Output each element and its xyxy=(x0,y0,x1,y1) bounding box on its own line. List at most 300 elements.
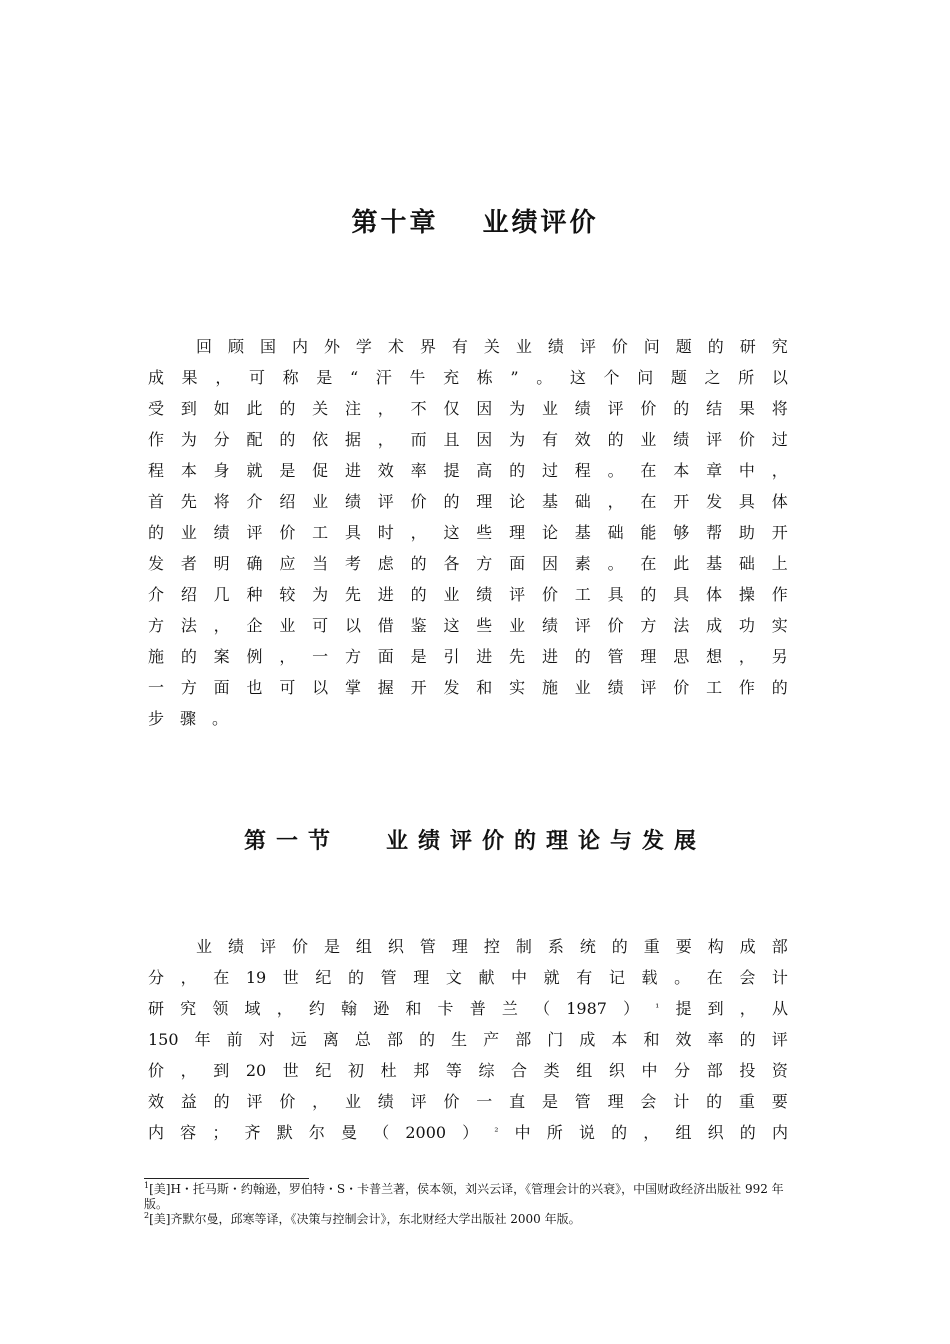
text-token: 是 xyxy=(323,937,340,956)
text-token: 作 xyxy=(738,678,755,697)
text-token: 中 xyxy=(641,1061,658,1080)
text-token: 会 xyxy=(640,1092,657,1111)
text-token: 关 xyxy=(483,337,500,356)
text-token: 计 xyxy=(673,1092,690,1111)
text-token: 所 xyxy=(738,368,755,387)
text-token: 制 xyxy=(515,937,532,956)
text-token: 世 xyxy=(282,1061,299,1080)
text-token: 程 xyxy=(574,461,591,480)
text-token: 绩 xyxy=(377,1092,394,1111)
text-token: 的 xyxy=(180,647,197,666)
text-token: 载 xyxy=(641,968,658,987)
text-token: 重 xyxy=(643,937,660,956)
text-token: 业 xyxy=(574,678,591,697)
text-token: 施 xyxy=(148,647,165,666)
text-token: 到 xyxy=(213,1061,230,1080)
text-token: 础 xyxy=(738,554,755,573)
text-token: 成 xyxy=(148,368,165,387)
text-token: 有 xyxy=(541,430,558,449)
text-token: 充 xyxy=(443,368,460,387)
text-token: 这 xyxy=(443,523,460,542)
text-token: 绍 xyxy=(279,492,296,511)
text-token: ， xyxy=(771,461,788,480)
text-token: 学 xyxy=(355,337,372,356)
text-token: 且 xyxy=(443,430,460,449)
text-token: 方 xyxy=(344,647,361,666)
text-token: 150 xyxy=(148,1030,179,1049)
text-token: 管 xyxy=(574,1092,591,1111)
text-token: 论 xyxy=(509,492,526,511)
footnote-marker: 2 xyxy=(144,1211,150,1220)
text-token: 绍 xyxy=(180,585,197,604)
text-token: 业 xyxy=(515,337,532,356)
text-token: 业 xyxy=(196,937,213,956)
text-token: 内 xyxy=(291,337,308,356)
text-token: 首 xyxy=(148,492,165,511)
text-token: 成 xyxy=(739,937,756,956)
text-token: 总 xyxy=(354,1030,371,1049)
text-token: 纪 xyxy=(315,968,332,987)
text-token: 织 xyxy=(707,1123,724,1142)
text-token: 价 xyxy=(443,1092,460,1111)
text-token: 类 xyxy=(543,1061,560,1080)
text-line xyxy=(148,424,788,455)
text-token: 面 xyxy=(377,647,394,666)
text-token: 也 xyxy=(246,678,263,697)
text-token: 价 xyxy=(279,523,296,542)
text-token: 为 xyxy=(509,430,526,449)
text-token: 提 xyxy=(675,999,692,1018)
text-token: 在 xyxy=(640,461,657,480)
text-line xyxy=(148,517,788,548)
text-token: 绩 xyxy=(227,937,244,956)
text-token: 。 xyxy=(607,554,624,573)
text-token: 献 xyxy=(478,968,495,987)
text-token: 就 xyxy=(246,461,263,480)
text-line: 研 究 领 域 ， 约 翰 逊 和 卡 普 兰 （ 1987 ） ¹ 提 到 ， 从 xyxy=(148,993,788,1024)
text-token: 对 xyxy=(258,1030,275,1049)
text-token: 提 xyxy=(443,461,460,480)
text-token: 杜 xyxy=(380,1061,397,1080)
text-token: 的 xyxy=(574,647,591,666)
text-token: ， xyxy=(180,968,197,987)
text-token: 理 xyxy=(476,492,493,511)
text-token: 中 xyxy=(511,968,528,987)
text-token: 构 xyxy=(707,937,724,956)
text-token: 例 xyxy=(246,647,263,666)
text-token: 体 xyxy=(771,492,788,511)
text-token: 益 xyxy=(180,1092,197,1111)
text-token: ） xyxy=(462,1123,479,1142)
text-token: 中 xyxy=(738,461,755,480)
text-token: 本 xyxy=(180,461,197,480)
text-token: 究 xyxy=(180,999,197,1018)
text-token: 法 xyxy=(180,616,197,635)
text-token: 关 xyxy=(312,399,329,418)
text-token: 几 xyxy=(213,585,230,604)
text-token: 齐 xyxy=(244,1123,261,1142)
text-token: 价 xyxy=(148,1061,165,1080)
text-token: 帮 xyxy=(706,523,723,542)
text-token: （ xyxy=(534,999,551,1018)
text-line xyxy=(148,1086,788,1117)
text-token: 成 xyxy=(706,616,723,635)
text-token: 因 xyxy=(541,554,558,573)
text-token: 为 xyxy=(509,399,526,418)
text-token: 工 xyxy=(574,585,591,604)
text-token: 有 xyxy=(451,337,468,356)
text-token: 域 xyxy=(244,999,261,1018)
text-token: 绩 xyxy=(541,616,558,635)
text-token: 的 xyxy=(673,399,690,418)
text-token: 卡 xyxy=(437,999,454,1018)
text-token: 直 xyxy=(509,1092,526,1111)
text-token: 业 xyxy=(180,523,197,542)
text-token: 重 xyxy=(738,1092,755,1111)
text-token: 能 xyxy=(640,523,657,542)
text-token: 门 xyxy=(547,1030,564,1049)
text-token: 理 xyxy=(640,647,657,666)
text-token: 研 xyxy=(739,337,756,356)
text-token: 文 xyxy=(445,968,462,987)
text-token: 评 xyxy=(509,585,526,604)
text-token: 评 xyxy=(579,337,596,356)
text-token: （ xyxy=(373,1123,390,1142)
text-token: 的 xyxy=(739,1030,756,1049)
text-token: 绩 xyxy=(213,523,230,542)
text-token: 步 xyxy=(148,709,165,728)
text-token: 纪 xyxy=(315,1061,332,1080)
text-token: 价 xyxy=(607,616,624,635)
text-token: 生 xyxy=(451,1030,468,1049)
text-token: 前 xyxy=(226,1030,243,1049)
text-token: 基 xyxy=(706,554,723,573)
text-token: 论 xyxy=(541,523,558,542)
text-token: 高 xyxy=(476,461,493,480)
text-token: 的 xyxy=(348,968,365,987)
text-token: 1987 xyxy=(566,999,607,1018)
text-token: 理 xyxy=(413,968,430,987)
text-line xyxy=(148,641,788,672)
text-token: 将 xyxy=(213,492,230,511)
text-line xyxy=(148,962,788,993)
text-token: 问 xyxy=(643,337,660,356)
text-token: ） xyxy=(623,999,640,1018)
text-token: 兰 xyxy=(501,999,518,1018)
text-token: 业 xyxy=(344,1092,361,1111)
text-token: 时 xyxy=(377,523,394,542)
text-token: 的 xyxy=(771,678,788,697)
text-token: 另 xyxy=(771,647,788,666)
text-token: 够 xyxy=(673,523,690,542)
text-token: 要 xyxy=(675,937,692,956)
text-token: 注 xyxy=(344,399,361,418)
text-token: 约 xyxy=(308,999,325,1018)
text-token: 合 xyxy=(511,1061,528,1080)
text-token: 配 xyxy=(246,430,263,449)
text-token: 分 xyxy=(148,968,165,987)
text-token: 方 xyxy=(148,616,165,635)
text-token: 不 xyxy=(410,399,427,418)
text-token: 而 xyxy=(410,430,427,449)
text-token: 因 xyxy=(476,430,493,449)
text-token: 的 xyxy=(148,523,165,542)
text-token: 上 xyxy=(771,554,788,573)
text-token: 可 xyxy=(279,678,296,697)
text-token: 领 xyxy=(212,999,229,1018)
text-token: 思 xyxy=(673,647,690,666)
text-token: 业 xyxy=(443,585,460,604)
text-token: 的 xyxy=(509,461,526,480)
text-token: 19 xyxy=(245,968,267,987)
text-token: 理 xyxy=(509,523,526,542)
text-token: 可 xyxy=(248,368,265,387)
text-token: 说 xyxy=(578,1123,595,1142)
text-token: 价 xyxy=(640,399,657,418)
text-token: 发 xyxy=(443,678,460,697)
text-token: 在 xyxy=(213,968,230,987)
text-token: 邦 xyxy=(413,1061,430,1080)
text-token: 者 xyxy=(180,554,197,573)
text-token: 较 xyxy=(279,585,296,604)
text-token: 一 xyxy=(312,647,329,666)
text-token: 过 xyxy=(541,461,558,480)
section-number: 第一节 xyxy=(243,829,340,854)
text-token: 翰 xyxy=(341,999,358,1018)
text-token: 年 xyxy=(194,1030,211,1049)
text-token: 价 xyxy=(291,937,308,956)
text-token: 操 xyxy=(738,585,755,604)
text-token: 鉴 xyxy=(410,616,427,635)
text-token: 个 xyxy=(603,368,620,387)
text-token: 在 xyxy=(640,492,657,511)
text-token: 国 xyxy=(259,337,276,356)
text-token: 2000 xyxy=(405,1123,447,1142)
text-token: 就 xyxy=(543,968,560,987)
text-token: 理 xyxy=(607,1092,624,1111)
text-token: 外 xyxy=(323,337,340,356)
text-line xyxy=(148,579,788,610)
text-token: 是 xyxy=(410,647,427,666)
text-token: 业 xyxy=(312,492,329,511)
text-token: 价 xyxy=(611,337,628,356)
text-token: 的 xyxy=(640,585,657,604)
text-token: 成 xyxy=(579,1030,596,1049)
text-token: 以 xyxy=(344,616,361,635)
text-token: 基 xyxy=(574,523,591,542)
text-token: 研 xyxy=(148,999,165,1018)
text-token: 因 xyxy=(476,399,493,418)
text-token: 发 xyxy=(148,554,165,573)
text-line xyxy=(148,703,788,734)
text-token: 到 xyxy=(707,999,724,1018)
text-token: 部 xyxy=(706,1061,723,1080)
text-token: 之 xyxy=(704,368,721,387)
text-token: 想 xyxy=(706,647,723,666)
text-token: 发 xyxy=(706,492,723,511)
text-token: 会 xyxy=(739,968,756,987)
text-token: 础 xyxy=(574,492,591,511)
text-token: 具 xyxy=(673,585,690,604)
text-token: 理 xyxy=(451,937,468,956)
text-token: 普 xyxy=(469,999,486,1018)
section-title xyxy=(0,824,950,855)
text-token: 有 xyxy=(576,968,593,987)
text-token: 果 xyxy=(738,399,755,418)
text-token: 此 xyxy=(673,554,690,573)
text-token: 依 xyxy=(312,430,329,449)
text-token: 组 xyxy=(576,1061,593,1080)
text-token: 。 xyxy=(674,968,691,987)
text-line xyxy=(148,331,788,362)
text-token: 具 xyxy=(607,585,624,604)
text-token: 绩 xyxy=(574,399,591,418)
text-line xyxy=(148,672,788,703)
text-token: 系 xyxy=(547,937,564,956)
text-token: 产 xyxy=(483,1030,500,1049)
text-token: 进 xyxy=(476,647,493,666)
text-token: 进 xyxy=(541,647,558,666)
text-token: 考 xyxy=(344,554,361,573)
text-token: ， xyxy=(279,647,296,666)
text-token: 从 xyxy=(771,999,788,1018)
text-token: 内 xyxy=(148,1123,165,1142)
text-token: 效 xyxy=(377,461,394,480)
text-token: 开 xyxy=(771,523,788,542)
text-token: 过 xyxy=(771,430,788,449)
text-token: ， xyxy=(643,1123,660,1142)
text-token: 以 xyxy=(771,368,788,387)
footnotes xyxy=(144,1182,804,1227)
text-token: 些 xyxy=(476,616,493,635)
text-token: ， xyxy=(180,1061,197,1080)
text-token: 助 xyxy=(738,523,755,542)
text-token: 具 xyxy=(344,523,361,542)
text-token: 工 xyxy=(312,523,329,542)
footnote-2 xyxy=(144,1212,804,1227)
text-token: 据 xyxy=(344,430,361,449)
text-token: 的 xyxy=(707,337,724,356)
text-token: 管 xyxy=(607,647,624,666)
text-token: 为 xyxy=(312,585,329,604)
text-token: 效 xyxy=(574,430,591,449)
text-token: 的 xyxy=(410,585,427,604)
text-token: 在 xyxy=(640,554,657,573)
text-token: 管 xyxy=(380,968,397,987)
text-token: 统 xyxy=(579,937,596,956)
text-token: 先 xyxy=(344,585,361,604)
text-token: 和 xyxy=(405,999,422,1018)
text-token: 栋 xyxy=(476,368,493,387)
text-token: 一 xyxy=(148,678,165,697)
text-token: “ xyxy=(349,368,359,387)
text-token: 绩 xyxy=(476,585,493,604)
text-token: 绩 xyxy=(607,678,624,697)
footnote-separator xyxy=(144,1178,309,1179)
chapter-title xyxy=(0,202,950,239)
text-token: ； xyxy=(212,1123,229,1142)
text-token: 顾 xyxy=(227,337,244,356)
text-token: 价 xyxy=(738,430,755,449)
text-token: 具 xyxy=(738,492,755,511)
text-token: 明 xyxy=(213,554,230,573)
text-token: 各 xyxy=(443,554,460,573)
text-token: ， xyxy=(312,1092,329,1111)
text-token: 织 xyxy=(608,1061,625,1080)
text-token: 当 xyxy=(312,554,329,573)
text-token: 界 xyxy=(419,337,436,356)
text-token: 的 xyxy=(410,554,427,573)
text-token: 远 xyxy=(290,1030,307,1049)
text-token: 业 xyxy=(279,616,296,635)
text-token: 容 xyxy=(180,1123,197,1142)
text-line xyxy=(148,1055,788,1086)
text-token: 组 xyxy=(355,937,372,956)
text-token: 确 xyxy=(246,554,263,573)
text-token: ， xyxy=(739,999,756,1018)
text-token: 介 xyxy=(148,585,165,604)
text-token: 应 xyxy=(279,554,296,573)
text-token: ， xyxy=(215,368,232,387)
text-line xyxy=(148,393,788,424)
text-token: 握 xyxy=(377,678,394,697)
text-token: 法 xyxy=(673,616,690,635)
text-line xyxy=(148,362,788,393)
text-token: 评 xyxy=(607,399,624,418)
text-token: 默 xyxy=(276,1123,293,1142)
text-token: 和 xyxy=(476,678,493,697)
text-token: 的 xyxy=(279,399,296,418)
text-token: 问 xyxy=(637,368,654,387)
text-token: 程 xyxy=(148,461,165,480)
text-token: 开 xyxy=(673,492,690,511)
text-line xyxy=(148,455,788,486)
text-token: 率 xyxy=(410,461,427,480)
text-token: 企 xyxy=(246,616,263,635)
text-token: 综 xyxy=(478,1061,495,1080)
text-token: 体 xyxy=(706,585,723,604)
text-token: 称 xyxy=(282,368,299,387)
text-token: 介 xyxy=(246,492,263,511)
text-token: 此 xyxy=(246,399,263,418)
text-token: 术 xyxy=(387,337,404,356)
text-token: 方 xyxy=(180,678,197,697)
text-token: 业 xyxy=(509,616,526,635)
text-token: 借 xyxy=(377,616,394,635)
footnote-1 xyxy=(144,1182,804,1212)
text-token: 业 xyxy=(541,399,558,418)
text-token: 工 xyxy=(706,678,723,697)
text-token: 实 xyxy=(771,616,788,635)
text-token: 初 xyxy=(348,1061,365,1080)
text-token: 效 xyxy=(675,1030,692,1049)
text-token: ， xyxy=(377,399,394,418)
text-token: ， xyxy=(738,647,755,666)
text-token: 可 xyxy=(312,616,329,635)
text-token: 组 xyxy=(675,1123,692,1142)
text-token: ， xyxy=(276,999,293,1018)
text-token: 是 xyxy=(279,461,296,480)
text-token: 题 xyxy=(675,337,692,356)
text-token: 评 xyxy=(640,678,657,697)
text-token: 评 xyxy=(706,430,723,449)
text-token: 的 xyxy=(739,1123,756,1142)
text-token: ” xyxy=(510,368,519,387)
text-token: 到 xyxy=(180,399,197,418)
text-token: 为 xyxy=(180,430,197,449)
text-token: 以 xyxy=(312,678,329,697)
text-token: 骤 xyxy=(180,709,197,728)
